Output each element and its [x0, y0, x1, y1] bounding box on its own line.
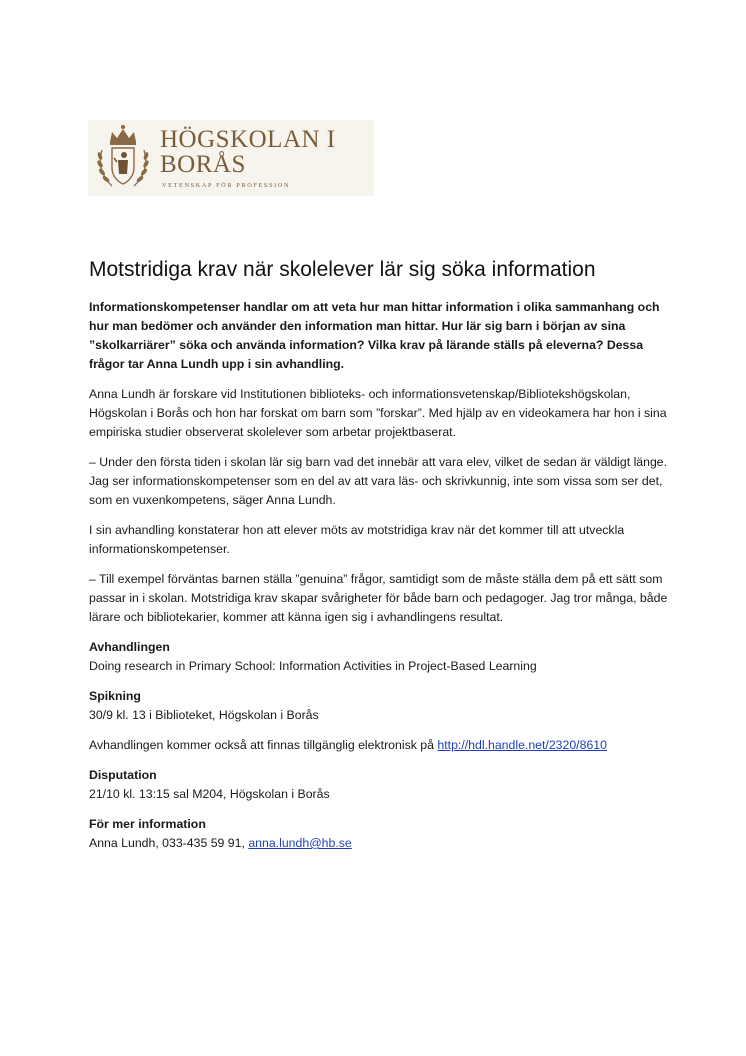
- section-heading-contact: För mer information: [89, 817, 206, 831]
- article-paragraph: – Under den första tiden i skolan lär sig barn vad det innebär att vara elev, vilket de sedan är väldigt länge. Jag ser informationskompetenser som en del av att vara läs- och skrivkunnig, inte som vissa som ser det, som en vuxenkompetens, säger Anna Lundh.: [89, 455, 668, 507]
- logo-tagline: VETENSKAP FÖR PROFESSION: [162, 182, 291, 189]
- contact-text: Anna Lundh, 033-435 59 91,: [89, 836, 249, 850]
- article-lead: Informationskompetenser handlar om att veta hur man hittar information i olika sammanhang och hur man bedömer och använder den information man hittar. Hur lär sig barn i början av sina ”skolkarriärer” söka och använda information? Vilka krav på lärande ställs på eleverna? Dessa frågor tar Anna Lundh upp i sin avhandling.: [89, 300, 660, 371]
- disputation-details: 21/10 kl. 13:15 sal M204, Högskolan i Borås: [89, 787, 330, 801]
- article-paragraph: – Till exempel förväntas barnen ställa ”genuina” frågor, samtidigt som de måste ställa dem på ett sätt som passar in i skolan. Motstridiga krav skapar svårigheter för både barn och pedagoger. Jag tror många, både lärare och bibliotekarier, kommer att känna igen sig i avhandlingens resultat.: [89, 572, 668, 624]
- logo-text: [160, 127, 374, 189]
- crest-icon: [88, 120, 158, 196]
- electronic-availability: [89, 736, 669, 755]
- section-heading-avhandlingen: Avhandlingen: [89, 640, 170, 654]
- article-paragraph: I sin avhandling konstaterar hon att elever möts av motstridiga krav när det kommer till att utveckla informationskompetenser.: [89, 523, 625, 556]
- university-logo: [88, 120, 374, 196]
- thesis-title: Doing research in Primary School: Information Activities in Project-Based Learning: [89, 659, 537, 673]
- email-link[interactable]: anna.lundh@hb.se: [248, 836, 352, 850]
- handle-link[interactable]: http://hdl.handle.net/2320/8610: [437, 738, 607, 752]
- article-content: [89, 256, 669, 864]
- electronic-text: Avhandlingen kommer också att finnas tillgänglig elektronisk på: [89, 738, 438, 752]
- contact-details: [89, 834, 669, 853]
- section-heading-spikning: Spikning: [89, 689, 141, 703]
- article-paragraph: Anna Lundh är forskare vid Institutionen biblioteks- och informationsvetenskap/Bibliotekshögskolan, Högskolan i Borås och hon har forskat om barn som ”forskar”. Med hjälp av en videokamera har hon i sina empiriska studier observerat skolelever som arbetar projektbaserat.: [89, 387, 667, 439]
- logo-name: HÖGSKOLAN I BORÅS: [160, 126, 336, 178]
- spikning-details: 30/9 kl. 13 i Biblioteket, Högskolan i Borås: [89, 708, 319, 722]
- article-title: Motstridiga krav när skolelever lär sig söka information: [89, 258, 596, 281]
- section-heading-disputation: Disputation: [89, 768, 157, 782]
